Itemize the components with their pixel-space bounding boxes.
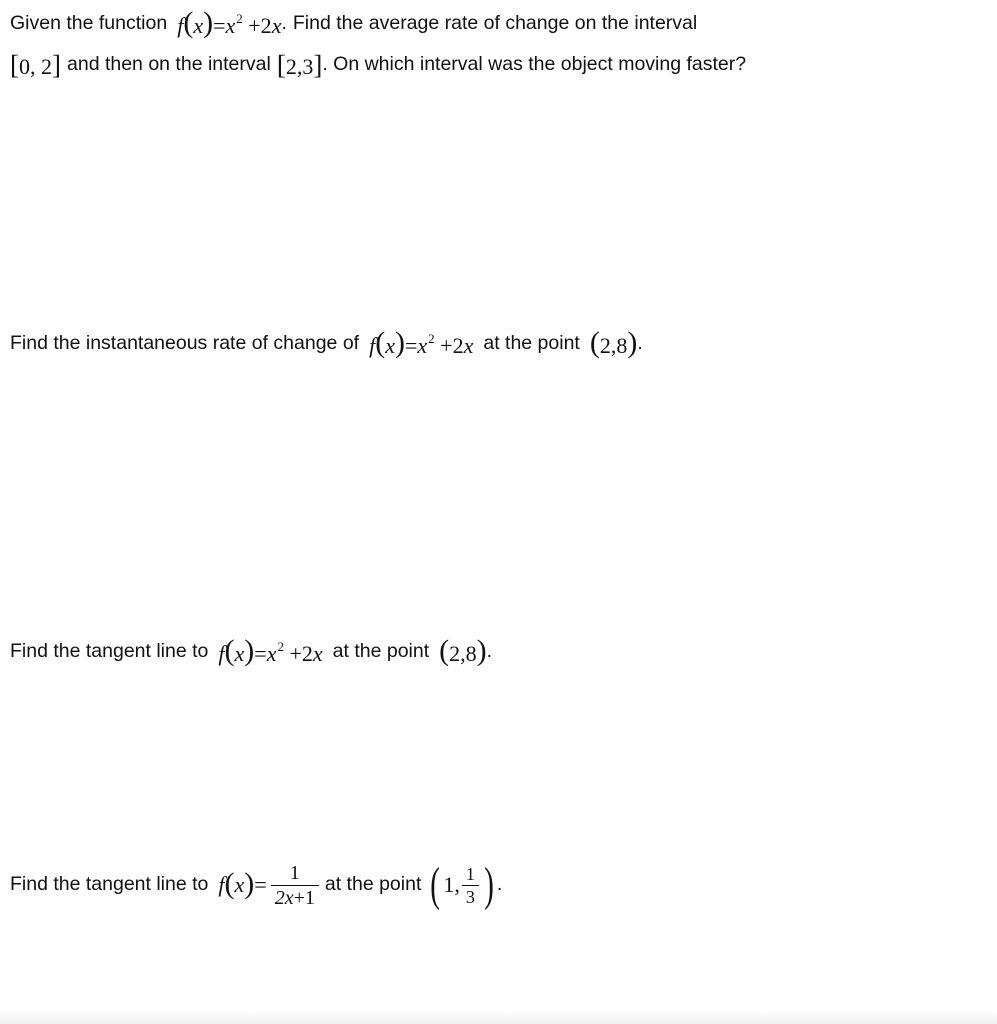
- question-1-intro: Given the function: [10, 12, 168, 35]
- question-3-period: .: [486, 640, 493, 663]
- question-4-point: ( 1, $\frac{1}{3}$ ): [430, 858, 494, 911]
- question-2-function: $f(x)=x^2 +2x$: [369, 326, 474, 359]
- question-2-period: .: [637, 332, 643, 355]
- question-2: [10, 326, 643, 359]
- question-2-intro: Find the instantaneous rate of change of: [10, 332, 360, 355]
- question-4-intro: Find the tangent line to: [10, 873, 209, 896]
- interval-0-2: [0, 2]: [10, 49, 61, 80]
- question-1-between: and then on the interval: [67, 53, 271, 76]
- question-4-function: f ( x ) = $\frac{1}{2x+1}$: [218, 863, 324, 908]
- question-1-line-2: [10, 50, 746, 80]
- fraction-1-over-3: $\frac{1}{3}$: [462, 865, 479, 906]
- question-2-at: at the point: [483, 332, 580, 355]
- question-3-at: at the point: [332, 640, 430, 663]
- interval-2-3: [2,3]: [276, 49, 323, 80]
- question-1-function: $f(x)=x^2 +2x$: [177, 6, 282, 39]
- question-3-intro: Find the tangent line to: [10, 640, 209, 663]
- question-3: [10, 634, 493, 667]
- question-2-point: (2,8): [589, 326, 638, 359]
- question-4: [10, 854, 502, 916]
- question-3-point: (2,8): [439, 634, 487, 667]
- fraction-1-over-2x-plus-1: $\frac{1}{2x+1}$: [271, 863, 319, 908]
- page-bottom-edge: [0, 1010, 997, 1024]
- question-4-period: .: [496, 873, 503, 896]
- question-3-function: $f(x)=x^2 +2x$: [218, 634, 323, 667]
- question-1-prompt: Find the average rate of change on the interval: [292, 12, 698, 35]
- question-1-period: .: [281, 12, 287, 35]
- question-4-at: at the point: [324, 873, 422, 896]
- question-1-tail: . On which interval was the object moving faster?: [322, 53, 747, 76]
- question-1-line-1: [10, 6, 698, 39]
